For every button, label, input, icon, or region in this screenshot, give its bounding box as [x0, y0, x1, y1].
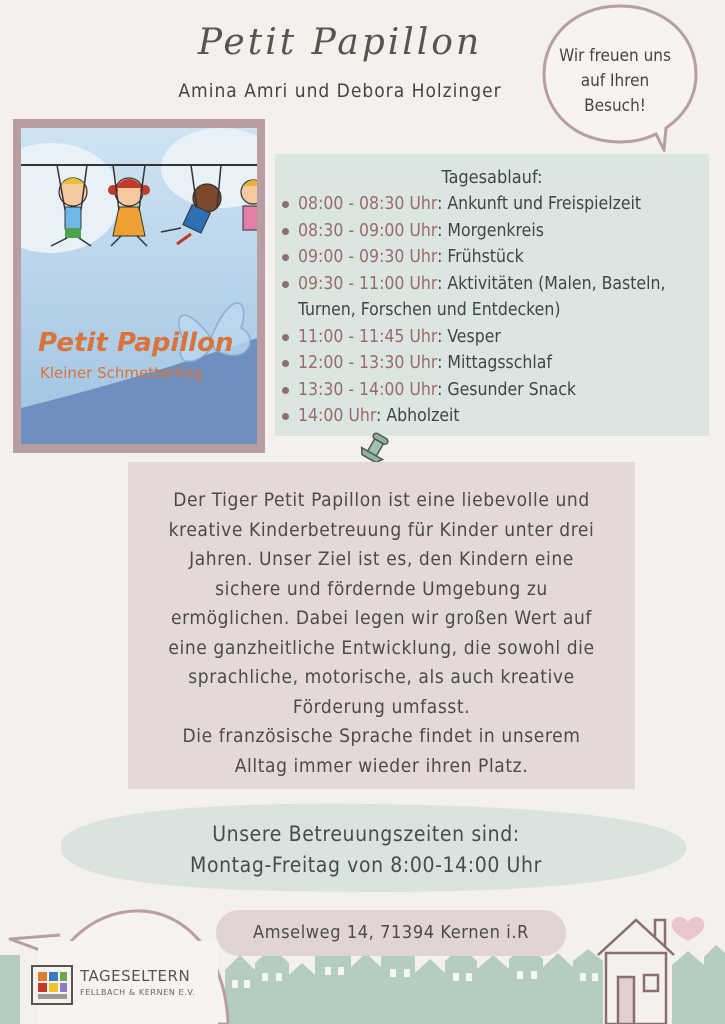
schedule-time: 09:00 - 09:30 Uhr	[298, 247, 438, 267]
list-item: 09:30 - 11:00 Uhr: Aktivitäten (Malen, Basteln, Turnen, Forschen und Entdecken)	[282, 271, 707, 324]
schedule-time: 09:30 - 11:00 Uhr	[298, 273, 438, 294]
house-icon	[598, 920, 674, 1024]
page-title: Petit Papillon	[197, 22, 483, 63]
schedule-activity: Ankunft und Freispielzeit	[447, 194, 642, 214]
schedule-time: 14:00 Uhr	[298, 406, 377, 426]
about-line: Jahren. Unser Ziel ist es, den Kindern eine	[189, 548, 574, 570]
about-line: kreative Kinderbetreuung für Kinder unter drei	[168, 518, 595, 541]
heart-icon	[672, 917, 704, 941]
schedule-heading: Tagesablauf:	[441, 167, 543, 188]
schedule-activity: Frühstück	[447, 247, 524, 267]
organization-logo-icon	[30, 964, 74, 1006]
schedule-time: 12:00 - 13:30 Uhr	[298, 353, 438, 373]
schedule-activity: Gesunder Snack	[447, 379, 577, 400]
welcome-text	[540, 44, 690, 119]
schedule-activity: Abholzeit	[386, 406, 460, 426]
about-line: Der Tiger Petit Papillon ist eine liebevolle und	[173, 489, 590, 511]
hours-value: Montag-Freitag von 8:00-14:00 Uhr	[190, 853, 542, 877]
schedule-time: 08:30 - 09:00 Uhr	[298, 220, 438, 241]
list-item: 08:30 - 09:00 Uhr: Morgenkreis	[282, 218, 707, 245]
list-item: 08:00 - 08:30 Uhr: Ankunft und Freispielzeit	[282, 191, 707, 218]
organization-subline: FELLBACH & KERNEN E.V.	[80, 988, 196, 997]
list-item: 11:00 - 11:45 Uhr: Vesper	[282, 324, 707, 351]
schedule-time: 13:30 - 14:00 Uhr	[298, 379, 438, 400]
about-line: Die französische Sprache findet in unserem	[182, 725, 581, 747]
about-text	[138, 486, 625, 781]
about-line: Alltag immer wieder ihren Platz.	[234, 754, 529, 777]
schedule-activity: Mittagsschlaf	[447, 353, 552, 373]
organization-name: TAGESELTERN	[80, 967, 191, 985]
about-line: sprachliche, motorische, als auch kreative	[188, 666, 575, 688]
list-item: 12:00 - 13:30 Uhr: Mittagsschlaf	[282, 350, 707, 377]
hours-heading: Unsere Betreuungszeiten sind:	[212, 822, 520, 846]
hours-text	[42, 819, 690, 881]
schedule-activity: Vesper	[447, 326, 501, 347]
welcome-line: auf Ihren	[580, 71, 650, 91]
list-item: 13:30 - 14:00 Uhr: Gesunder Snack	[282, 377, 707, 404]
welcome-line: Besuch!	[584, 96, 646, 116]
list-item: 09:00 - 09:30 Uhr: Frühstück	[282, 244, 707, 271]
schedule-activity: Aktivitäten (Malen, Basteln, Turnen, Forschen und Entdecken)	[298, 273, 666, 320]
schedule-time: 11:00 - 11:45 Uhr	[298, 326, 438, 347]
about-line: eine ganzheitliche Entwicklung, die sowohl die	[168, 636, 595, 659]
welcome-line: Wir freuen uns	[559, 46, 671, 66]
schedule-time: 08:00 - 08:30 Uhr	[298, 194, 438, 214]
logo-subtitle: Kleiner Schmetterling	[40, 364, 203, 382]
about-line: ermöglichen. Dabei legen wir großen Wert auf	[170, 607, 593, 629]
about-line: Förderung umfasst.	[292, 695, 471, 718]
schedule-activity: Morgenkreis	[447, 220, 544, 241]
schedule-list	[282, 191, 707, 430]
logo-illustration	[21, 128, 257, 444]
address-text: Amselweg 14, 71394 Kernen i.R	[253, 922, 529, 943]
owner-names: Amina Amri und Debora Holzinger	[178, 80, 502, 102]
about-line: sichere und fördernde Umgebung zu	[215, 577, 548, 600]
logo-title: Petit Papillon	[38, 328, 234, 358]
list-item: 14:00 Uhr: Abholzeit	[282, 403, 707, 430]
